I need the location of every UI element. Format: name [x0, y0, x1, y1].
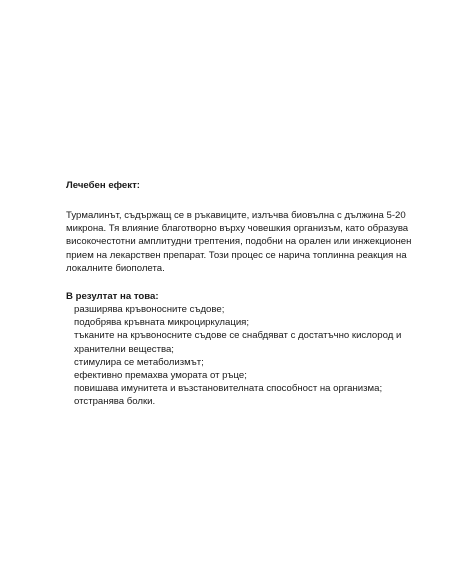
list-item — [74, 395, 418, 408]
list-item-text: ефективно премахва умората от ръце; — [74, 370, 247, 382]
paragraph-line: високочестотни амплитудни трептения, подобни на орален или инжекционен — [66, 236, 412, 248]
list-item-text-continued: хранителни вещества; — [74, 343, 174, 355]
paragraph-line: Турмалинът, съдържащ се в ръкавиците, излъчва биовълна с дължина 5-20 — [66, 210, 406, 221]
list-item-text: подобрява кръвната микроциркулация; — [74, 317, 250, 329]
section-heading: Лечебен ефект: — [66, 180, 140, 191]
list-item — [74, 356, 418, 369]
list-item-text: отстранява болки. — [74, 396, 156, 408]
list-item — [74, 382, 418, 395]
list-item-text: стимулира се метаболизмът; — [74, 356, 204, 368]
document-body — [66, 179, 418, 408]
result-heading: В резултат на това: — [66, 290, 159, 302]
list-item-text: повишава имунитета и възстановителната способност на организма; — [74, 383, 383, 395]
list-item — [74, 303, 418, 316]
list-item-text: тъканите на кръвоносните съдове се снабдяват с достатъчно кислород и — [74, 330, 402, 342]
list-item — [74, 316, 418, 329]
paragraph-line: прием на лекарствен препарат. Този процес се нарича топлинна реакция на — [66, 249, 407, 261]
list-item-text: разширява кръвоносните съдове; — [74, 304, 225, 315]
paragraph-line: микрона. Тя влияние благотворно върху човешкия организъм, като образува — [66, 223, 409, 235]
list-item — [74, 369, 418, 382]
paragraph-line: локалните биополета. — [66, 262, 165, 274]
effects-list — [74, 303, 418, 409]
list-item — [74, 329, 418, 355]
description-paragraph — [66, 209, 418, 275]
